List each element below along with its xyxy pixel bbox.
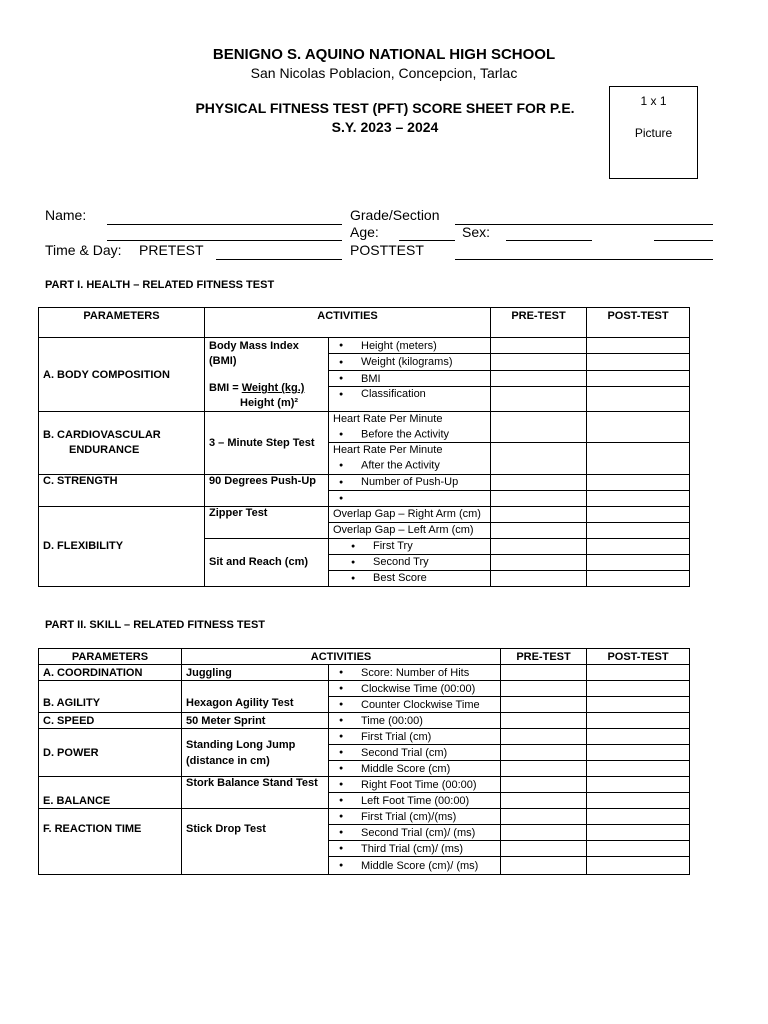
age-label: Age: — [350, 224, 379, 240]
activity-bmi-line2: (BMI) — [209, 355, 237, 367]
picture-box — [609, 86, 698, 179]
list-item: ● Left Foot Time (00:00) — [329, 793, 501, 809]
list-item: ● Middle Score (cm)/ (ms) — [329, 857, 501, 875]
picture-label: Picture — [634, 126, 673, 140]
pre-test-cell[interactable] — [501, 777, 587, 793]
list-item: ● BMI — [329, 370, 491, 386]
post-test-cell[interactable] — [587, 412, 690, 443]
list-item: ● Second Trial (cm) — [329, 745, 501, 761]
list-item-blank — [329, 490, 491, 506]
activity-zipper-test: Zipper Test — [205, 506, 329, 538]
list-item: ● First Try — [329, 538, 491, 554]
bmi-formula-denominator: Height (m)² — [240, 397, 299, 409]
sheet-title: PHYSICAL FITNESS TEST (PFT) SCORE SHEET FOR P.E. — [195, 100, 575, 116]
pre-test-cell[interactable] — [491, 538, 587, 554]
header-pre-test: PRE-TEST — [491, 308, 587, 338]
list-item: ● Third Trial (cm)/ (ms) — [329, 841, 501, 857]
pre-test-cell[interactable] — [491, 387, 587, 412]
post-test-cell[interactable] — [587, 370, 690, 386]
picture-size: 1 x 1 — [640, 94, 667, 108]
post-test-cell[interactable] — [587, 538, 690, 554]
header-parameters: PARAMETERS — [39, 649, 182, 665]
activity-sit-and-reach: Sit and Reach (cm) — [205, 538, 329, 586]
post-test-cell[interactable] — [587, 697, 690, 713]
pre-test-cell[interactable] — [491, 338, 587, 354]
post-test-cell[interactable] — [587, 857, 690, 875]
param-flexibility: D. FLEXIBILITY — [39, 506, 205, 586]
health-fitness-table — [38, 307, 690, 587]
list-item: ● Middle Score (cm) — [329, 761, 501, 777]
param-reaction-time: F. REACTION TIME — [39, 809, 182, 875]
skill-fitness-table — [38, 648, 690, 875]
post-test-cell[interactable] — [587, 681, 690, 697]
sex-line[interactable] — [506, 240, 592, 241]
post-test-cell[interactable] — [587, 777, 690, 793]
pre-test-cell[interactable] — [501, 809, 587, 825]
pre-test-cell[interactable] — [491, 506, 587, 522]
post-test-cell[interactable] — [587, 554, 690, 570]
zipper-left-arm: Overlap Gap – Left Arm (cm) — [329, 522, 491, 538]
activity-stick-drop: Stick Drop Test — [182, 809, 329, 875]
pre-test-cell[interactable] — [501, 713, 587, 729]
header-post-test: POST-TEST — [587, 649, 690, 665]
sex-label: Sex: — [462, 224, 491, 240]
pre-test-cell[interactable] — [491, 554, 587, 570]
zipper-right-arm: Overlap Gap – Right Arm (cm) — [329, 506, 491, 522]
list-item: ● Right Foot Time (00:00) — [329, 777, 501, 793]
pre-test-cell[interactable] — [491, 412, 587, 443]
pre-test-cell[interactable] — [501, 745, 587, 761]
param-balance: E. BALANCE — [39, 777, 182, 809]
activity-push-up: 90 Degrees Push-Up — [205, 474, 329, 506]
post-test-cell[interactable] — [587, 387, 690, 412]
post-test-cell[interactable] — [587, 338, 690, 354]
activity-bmi-line1: Body Mass Index — [209, 340, 299, 352]
pre-test-cell[interactable] — [501, 793, 587, 809]
name-label: Name: — [45, 207, 87, 223]
post-test-cell[interactable] — [587, 841, 690, 857]
post-test-cell[interactable] — [587, 522, 690, 538]
post-test-cell[interactable] — [587, 729, 690, 745]
pre-test-cell[interactable] — [491, 570, 587, 586]
time-day-label: Time & Day: — [45, 242, 122, 258]
pretest-line[interactable] — [216, 259, 342, 260]
header-pre-test: PRE-TEST — [501, 649, 587, 665]
list-item: ● Classification — [329, 387, 491, 412]
pre-test-cell[interactable] — [491, 443, 587, 474]
activity-stork-balance: Stork Balance Stand Test — [182, 777, 329, 809]
post-test-cell[interactable] — [587, 665, 690, 681]
grade-section-label: Grade/Section — [350, 207, 440, 223]
pre-test-cell[interactable] — [501, 697, 587, 713]
pre-test-cell[interactable] — [491, 474, 587, 490]
post-test-cell[interactable] — [587, 443, 690, 474]
pre-test-cell[interactable] — [501, 841, 587, 857]
post-test-cell[interactable] — [587, 825, 690, 841]
post-test-cell[interactable] — [587, 474, 690, 490]
list-item: ● Number of Push-Up — [329, 474, 491, 490]
school-name: BENIGNO S. AQUINO NATIONAL HIGH SCHOOL — [212, 46, 556, 63]
list-item: ● Weight (kilograms) — [329, 354, 491, 370]
header-parameters: PARAMETERS — [39, 308, 205, 338]
age-line[interactable] — [399, 240, 455, 241]
post-test-cell[interactable] — [587, 809, 690, 825]
post-test-cell[interactable] — [587, 506, 690, 522]
list-item: ● Second Trial (cm)/ (ms) — [329, 825, 501, 841]
post-test-cell[interactable] — [587, 745, 690, 761]
post-test-cell[interactable] — [587, 570, 690, 586]
school-address: San Nicolas Poblacion, Concepcion, Tarlac — [250, 65, 518, 81]
pre-test-cell[interactable] — [501, 825, 587, 841]
name-line-2[interactable] — [107, 240, 342, 241]
posttest-label: POSTTEST — [350, 242, 424, 258]
list-item: ● Second Try — [329, 554, 491, 570]
param-speed: C. SPEED — [39, 713, 182, 729]
list-item: ● Score: Number of Hits — [329, 665, 501, 681]
header-activities: ACTIVITIES — [205, 308, 491, 338]
pre-test-cell[interactable] — [491, 490, 587, 506]
list-item: ● Clockwise Time (00:00) — [329, 681, 501, 697]
list-item: ● Height (meters) — [329, 338, 491, 354]
param-power: D. POWER — [39, 729, 182, 777]
pre-test-cell[interactable] — [501, 665, 587, 681]
activity-bmi — [205, 338, 329, 412]
name-line[interactable] — [107, 224, 342, 225]
pretest-label: PRETEST — [139, 242, 204, 258]
param-agility: B. AGILITY — [39, 681, 182, 713]
list-item: ● First Trial (cm) — [329, 729, 501, 745]
bmi-formula: BMI = Weight (kg.) — [209, 382, 305, 394]
post-test-cell[interactable] — [587, 761, 690, 777]
grade-section-line[interactable] — [455, 224, 713, 225]
pre-test-cell[interactable] — [501, 729, 587, 745]
header-post-test: POST-TEST — [587, 308, 690, 338]
pre-test-cell[interactable] — [501, 681, 587, 697]
param-body-composition: A. BODY COMPOSITION — [39, 338, 205, 412]
posttest-line[interactable] — [455, 259, 713, 260]
heart-rate-after: Heart Rate Per Minute ● After the Activity — [329, 443, 491, 474]
activity-step-test: 3 – Minute Step Test — [205, 412, 329, 475]
part1-title: PART I. HEALTH – RELATED FITNESS TEST — [45, 279, 275, 291]
param-coordination: A. COORDINATION — [39, 665, 182, 681]
list-item: ● Time (00:00) — [329, 713, 501, 729]
activity-juggling: Juggling — [182, 665, 329, 681]
post-test-cell[interactable] — [587, 713, 690, 729]
activity-long-jump: Standing Long Jump (distance in cm) — [182, 729, 329, 777]
list-item: ● First Trial (cm)/(ms) — [329, 809, 501, 825]
part2-title: PART II. SKILL – RELATED FITNESS TEST — [45, 619, 266, 631]
post-test-cell[interactable] — [587, 490, 690, 506]
post-test-cell[interactable] — [587, 354, 690, 370]
heart-rate-before: Heart Rate Per Minute ● Before the Activity — [329, 412, 491, 443]
school-year: S.Y. 2023 – 2024 — [331, 119, 439, 135]
pre-test-cell[interactable] — [501, 857, 587, 875]
list-item: ● Best Score — [329, 570, 491, 586]
post-test-cell[interactable] — [587, 793, 690, 809]
header-activities: ACTIVITIES — [182, 649, 501, 665]
activity-hexagon-agility: Hexagon Agility Test — [182, 681, 329, 713]
pre-test-cell[interactable] — [491, 522, 587, 538]
pre-test-cell[interactable] — [491, 370, 587, 386]
param-strength: C. STRENGTH — [39, 474, 205, 506]
pre-test-cell[interactable] — [501, 761, 587, 777]
extra-line[interactable] — [654, 240, 713, 241]
activity-sprint: 50 Meter Sprint — [182, 713, 329, 729]
param-cardiovascular-endurance: B. CARDIOVASCULAR ENDURANCE — [39, 412, 205, 475]
list-item: ● Counter Clockwise Time — [329, 697, 501, 713]
pre-test-cell[interactable] — [491, 354, 587, 370]
